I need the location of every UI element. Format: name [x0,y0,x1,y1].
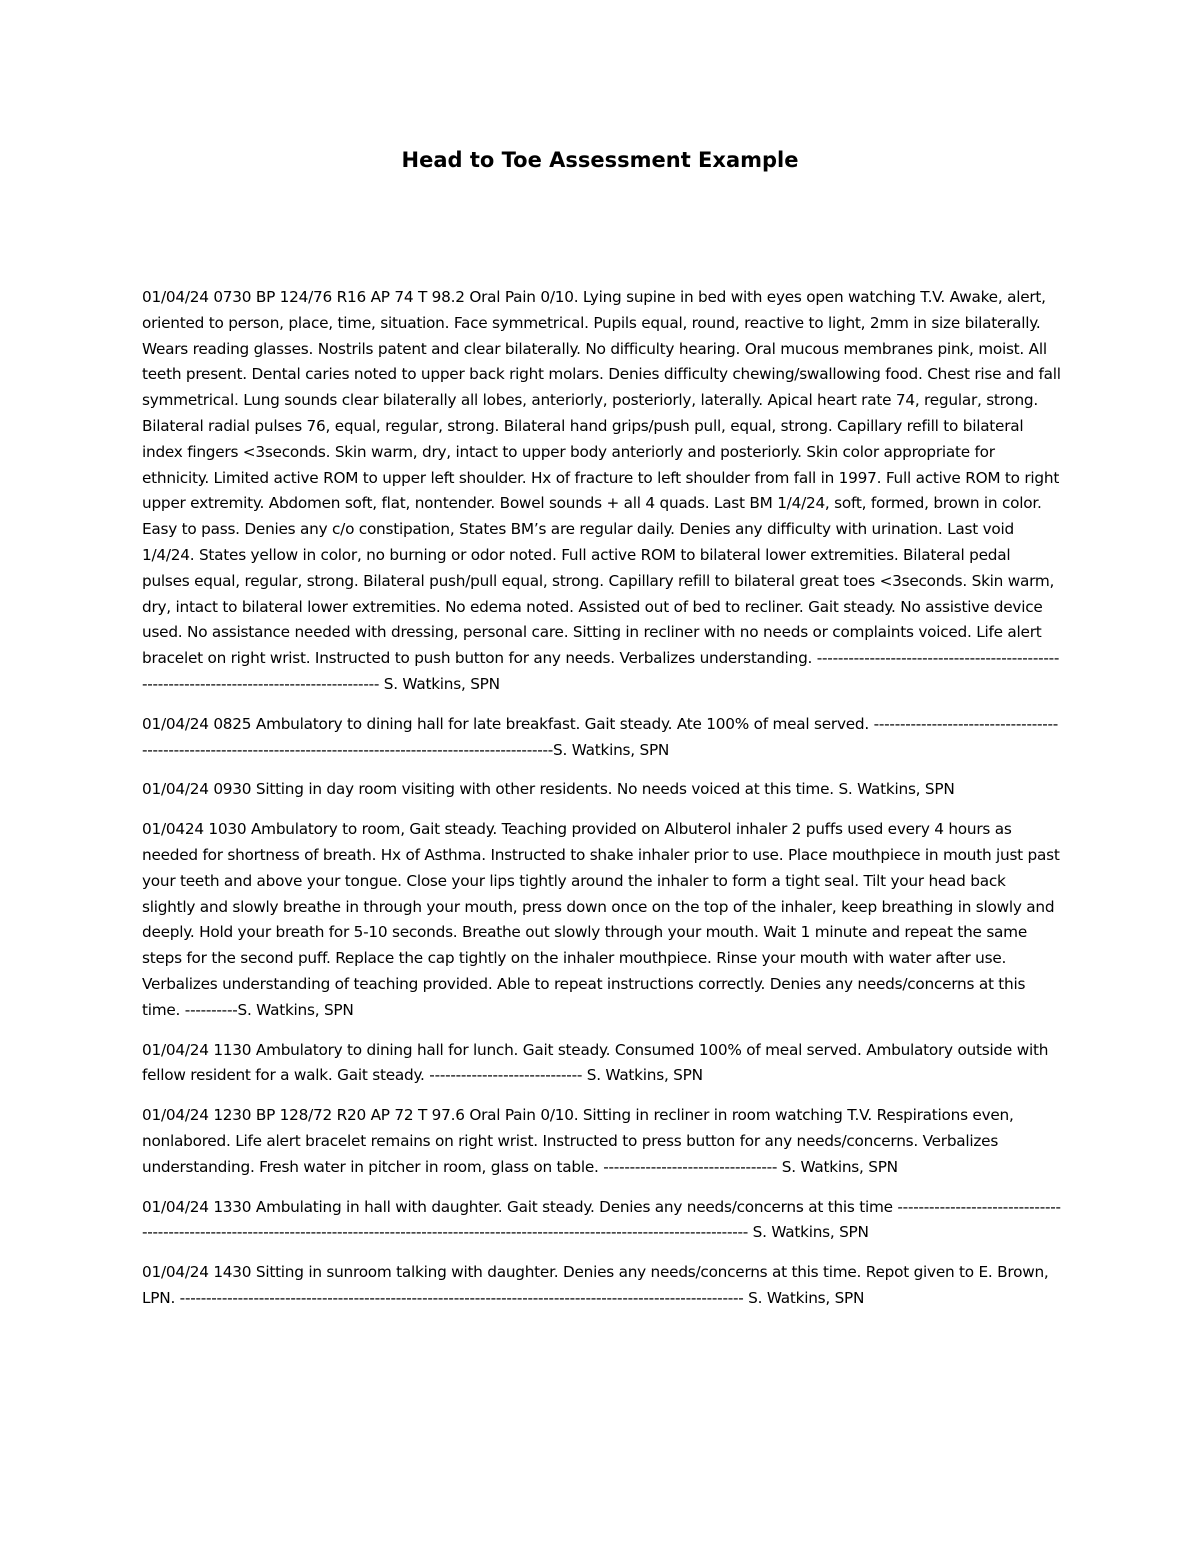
note-signature: ----------S. Watkins, SPN [184,1000,354,1019]
note-text: 01/04/24 0930 Sitting in day room visiting with other residents. No needs voiced at this time. [142,780,839,799]
note-text: 01/04/24 1230 BP 128/72 R20 AP 72 T 97.6 Oral Pain 0/10. Sitting in recliner in room watching T.V. Respirations even, nonlabored. Life alert bracelet remains on right wrist. Instructed to press button for any needs/concerns. Verbalizes understanding. Fresh water in pitcher in room, glass on table. [142,1106,1014,1176]
note-entry-0730 [142,285,1062,698]
note-text: 01/04/24 1330 Ambulating in hall with daughter. Gait steady. Denies any needs/concerns at this time [142,1197,898,1216]
note-entry-1130 [142,1038,1062,1090]
note-text: 01/04/24 1430 Sitting in sunroom talking with daughter. Denies any needs/concerns at this time. Repot given to E. Brown, LPN. [142,1263,1049,1307]
note-entry-0930 [142,777,1062,803]
note-signature: ------------------------------------------------------------------------------------------- S. Watkins, SPN [142,649,1060,693]
note-signature: ----------------------------------------------------------------------------------------------------------- S. Watkins, SPN [179,1288,865,1307]
note-signature: --------------------------------- S. Watkins, SPN [603,1157,898,1176]
note-entry-1430 [142,1260,1062,1312]
note-text: 01/04/24 0825 Ambulatory to dining hall for late breakfast. Gait steady. Ate 100% of meal served. [142,714,874,733]
nursing-notes [142,285,1062,1326]
note-entry-1030 [142,817,1062,1023]
note-signature: -----------------------------------------------------------------------------------------------------------------S. Watkins, SPN [142,714,1059,759]
note-signature: -------------------------------------------------------------------------------------------------------------------------------------------------- S. Watkins, SPN [142,1197,1061,1242]
note-text: 01/0424 1030 Ambulatory to room, Gait steady. Teaching provided on Albuterol inhaler 2 puffs used every 4 hours as needed for shortness of breath. Hx of Asthma. Instructed to shake inhaler prior to use. Place mouthpiece in mouth just past your teeth and above your tongue. Close your lips tightly around the inhaler to form a tight seal. Tilt your head back slightly and slowly breathe in through your mouth, press down once on the top of the inhaler, keep breathing in slowly and deeply. Hold your breath for 5-10 seconds. Breathe out slowly through your mouth. Wait 1 minute and repeat the same steps for the second puff. Replace the cap tightly on the inhaler mouthpiece. Rinse your mouth with water after use. Verbalizes understanding of teaching provided. Able to repeat instructions correctly. Denies any needs/concerns at this time. [142,820,1060,1019]
note-text: 01/04/24 0730 BP 124/76 R16 AP 74 T 98.2 Oral Pain 0/10. Lying supine in bed with eyes open watching T.V. Awake, alert, oriented to person, place, time, situation. Face symmetrical. Pupils equal, round, reactive to light, 2mm in size bilaterally. Wears reading glasses. Nostrils patent and clear bilaterally. No difficulty hearing. Oral mucous membranes pink, moist. All teeth present. Dental caries noted to upper back right molars. Denies difficulty chewing/swallowing food. Chest rise and fall symmetrical. Lung sounds clear bilaterally all lobes, anteriorly, posteriorly, laterally. Apical heart rate 74, regular, strong. Bilateral radial pulses 76, equal, regular, strong. Bilateral hand grips/push pull, equal, strong. Capillary refill to bilateral index fingers <3seconds. Skin warm, dry, intact to upper body anteriorly and posteriorly. Skin color appropriate for ethnicity. Limited active ROM to upper left shoulder. Hx of fracture to left shoulder from fall in 1997. Full active ROM to right upper extremity. Abdomen soft, flat, nontender. Bowel sounds + all 4 quads. Last BM 1/4/24, soft, formed, brown in color. Easy to pass. Denies any c/o constipation, States BM’s are regular daily. Denies any difficulty with urination. Last void 1/4/24. States yellow in color, no burning or odor noted. Full active ROM to bilateral lower extremities. Bilateral pedal pulses equal, regular, strong. Bilateral push/pull equal, strong. Capillary refill to bilateral great toes <3seconds. Skin warm, dry, intact to bilateral lower extremities. No edema noted. Assisted out of bed to recliner. Gait steady. No assistive device used. No assistance needed with dressing, personal care. Sitting in recliner with no needs or complaints voiced. Life alert bracelet on right wrist. Instructed to push button for any needs. Verbalizes understanding. [142,288,1061,668]
note-entry-0825 [142,712,1062,764]
document-title: Head to Toe Assessment Example [401,148,799,172]
note-signature: ----------------------------- S. Watkins, SPN [429,1066,703,1085]
note-signature: S. Watkins, SPN [838,780,955,799]
note-entry-1330 [142,1195,1062,1247]
note-entry-1230 [142,1103,1062,1180]
note-text: 01/04/24 1130 Ambulatory to dining hall for lunch. Gait steady. Consumed 100% of meal served. Ambulatory outside with fellow resident for a walk. Gait steady. [142,1040,1049,1085]
